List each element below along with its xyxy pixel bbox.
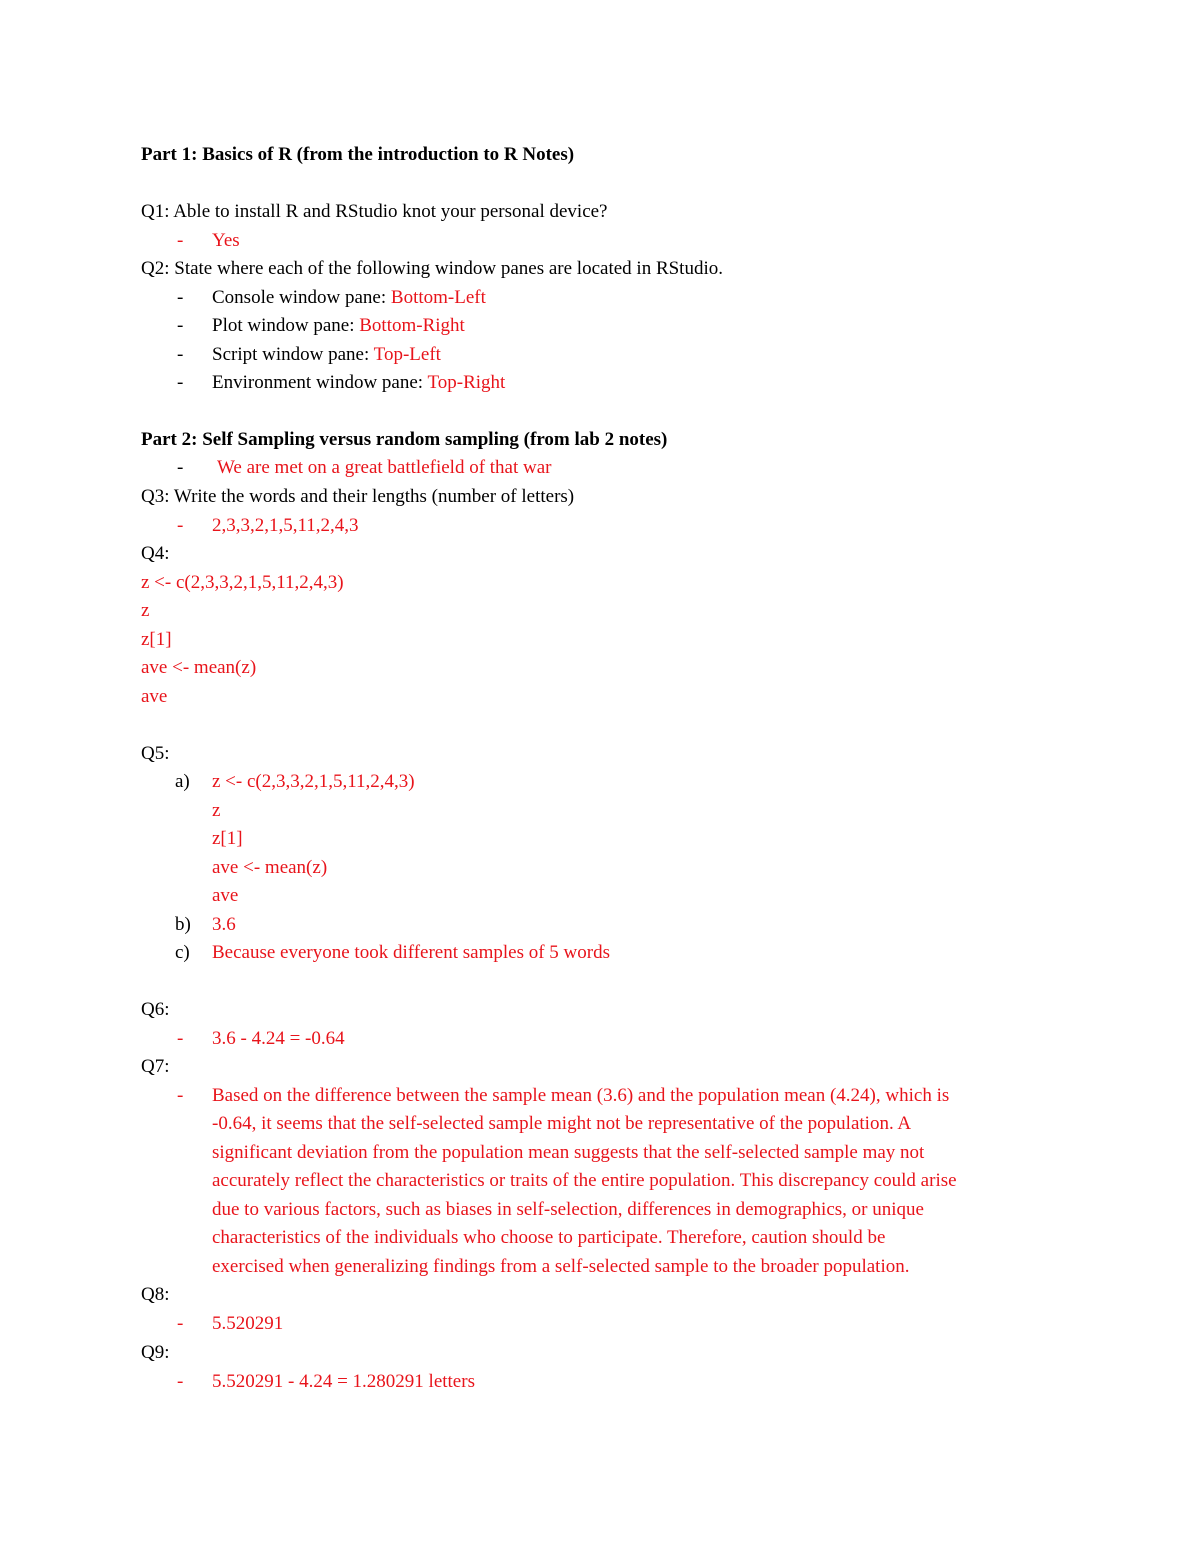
bullet-dash: - (177, 315, 184, 336)
q5-code-line: z[1] (212, 828, 243, 849)
q3-answer: 2,3,3,2,1,5,11,2,4,3 (212, 515, 359, 536)
q7-answer-line: Based on the difference between the sample mean (3.6) and the population mean (4.24), which is (212, 1085, 950, 1106)
pane-label: Plot window pane: (212, 315, 360, 336)
bullet-dash: - (177, 230, 184, 251)
q4-code-line: ave <- mean(z) (141, 657, 257, 678)
q4-code-line: z (141, 600, 150, 621)
sample-sentence: We are met on a great battlefield of that war (217, 457, 552, 478)
q2-item-environment (212, 371, 505, 395)
q5-c-answer: Because everyone took different samples of 5 words (212, 942, 610, 963)
q4-code-line: ave (141, 686, 168, 707)
q7-answer-line: due to various factors, such as biases in self-selection, differences in demographics, or unique (212, 1199, 924, 1220)
bullet-dash: - (177, 1313, 184, 1334)
bullet-dash: - (177, 344, 184, 365)
q5-b-answer: 3.6 (212, 914, 236, 935)
q1-answer: Yes (212, 230, 240, 251)
q8-answer: 5.520291 (212, 1313, 284, 1334)
q8-label: Q8: (141, 1284, 170, 1305)
q5-code-line: z (212, 800, 221, 821)
pane-location: Top-Left (373, 344, 441, 365)
q3-question: Q3: Write the words and their lengths (number of letters) (141, 486, 575, 507)
q5-code-line: ave <- mean(z) (212, 857, 328, 878)
pane-location: Bottom-Right (359, 315, 465, 336)
q5-label: Q5: (141, 743, 170, 764)
bullet-dash: - (177, 372, 184, 393)
pane-label: Script window pane: (212, 344, 374, 365)
q7-answer-line: exercised when generalizing findings from a self-selected sample to the broader population. (212, 1256, 910, 1277)
q5-code-line: ave (212, 885, 239, 906)
q9-label: Q9: (141, 1342, 170, 1363)
q4-code-line: z <- c(2,3,3,2,1,5,11,2,4,3) (141, 572, 344, 593)
q2-item-plot (212, 314, 465, 338)
q1-question: Q1: Able to install R and RStudio knot your personal device? (141, 201, 608, 222)
q7-answer-line: -0.64, it seems that the self-selected sample might not be representative of the population. A (212, 1113, 912, 1134)
q7-answer-line: accurately reflect the characteristics or traits of the entire population. This discrepancy could arise (212, 1170, 957, 1191)
bullet-dash: - (177, 515, 184, 536)
list-marker-c: c) (175, 942, 190, 963)
q6-label: Q6: (141, 999, 170, 1020)
q7-answer-line: significant deviation from the population mean suggests that the self-selected sample may not (212, 1142, 925, 1163)
pane-label: Console window pane: (212, 287, 391, 308)
q4-label: Q4: (141, 543, 170, 564)
q7-label: Q7: (141, 1056, 170, 1077)
list-marker-b: b) (175, 914, 191, 935)
q2-question: Q2: State where each of the following window panes are located in RStudio. (141, 258, 723, 279)
part2-heading: Part 2: Self Sampling versus random sampling (from lab 2 notes) (141, 429, 668, 450)
q2-item-script (212, 343, 441, 367)
pane-label: Environment window pane: (212, 372, 428, 393)
q6-answer: 3.6 - 4.24 = -0.64 (212, 1028, 345, 1049)
pane-location: Top-Right (427, 372, 506, 393)
q5-code-line: z <- c(2,3,3,2,1,5,11,2,4,3) (212, 771, 415, 792)
q2-item-console (212, 286, 486, 310)
bullet-dash: - (177, 287, 184, 308)
pane-location: Bottom-Left (390, 287, 486, 308)
q7-answer-line: characteristics of the individuals who choose to participate. Therefore, caution should be (212, 1227, 886, 1248)
list-marker-a: a) (175, 771, 190, 792)
q9-answer: 5.520291 - 4.24 = 1.280291 letters (212, 1371, 475, 1392)
q4-code-line: z[1] (141, 629, 172, 650)
bullet-dash: - (177, 1028, 184, 1049)
bullet-dash: - (177, 1371, 184, 1392)
bullet-dash: - (177, 1085, 184, 1106)
bullet-dash: - (177, 457, 184, 478)
part1-heading: Part 1: Basics of R (from the introduction to R Notes) (141, 144, 575, 165)
